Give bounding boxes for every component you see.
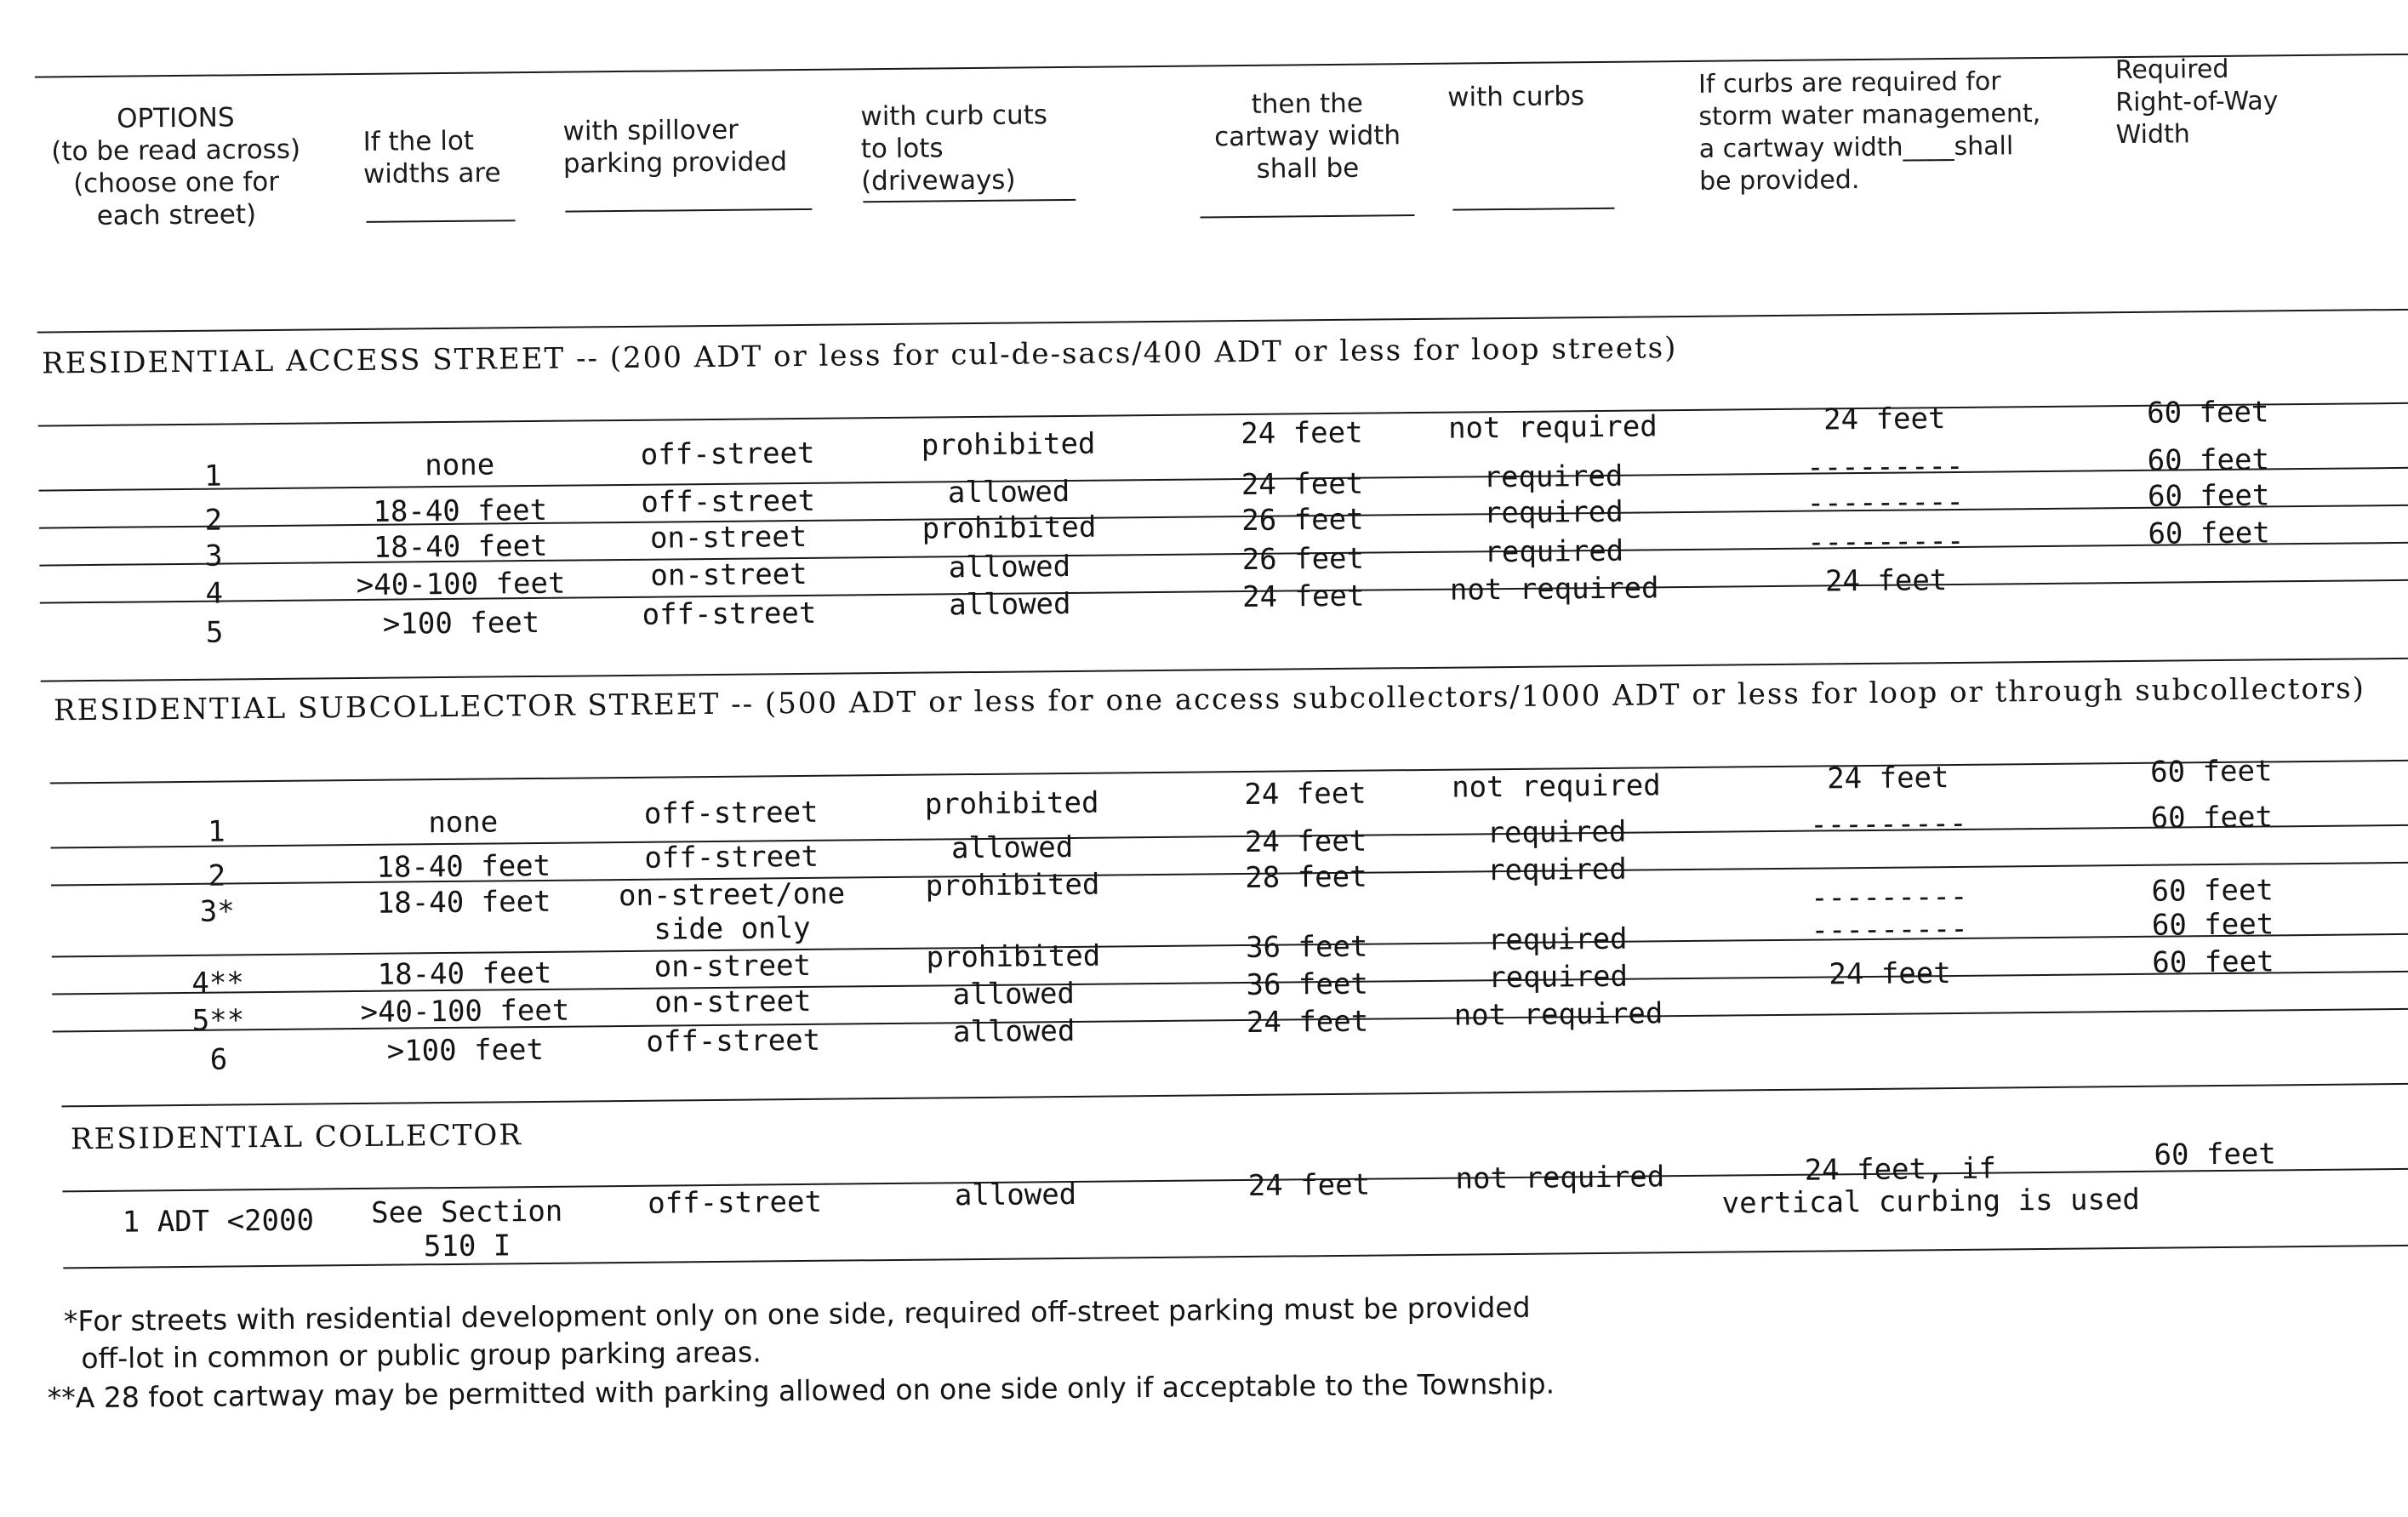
- cell-storm: 24 feet: [1829, 956, 1951, 992]
- cell-parking: on-street: [649, 519, 807, 556]
- cell-parking: off-street: [646, 1023, 821, 1059]
- cell-storm: 24 feet: [1823, 402, 1946, 437]
- cell-lot: See Section: [370, 1194, 563, 1230]
- header-curbs-underline: [1452, 208, 1614, 211]
- cell-parking: side only: [653, 910, 811, 947]
- header-lot-widths: If the lot widths are: [362, 125, 501, 190]
- cell-storm-line2: vertical curbing is used: [1721, 1182, 2141, 1221]
- cell-curb-cuts: prohibited: [924, 785, 1099, 822]
- cell-option: 5: [205, 615, 224, 650]
- cell-row-width: 60 feet: [2154, 1137, 2276, 1172]
- cell-option: 1: [203, 459, 222, 493]
- cell-row-width: 60 feet: [2146, 395, 2269, 431]
- cell-cartway: 24 feet: [1246, 1004, 1369, 1040]
- cell-storm: ---------: [1810, 806, 1967, 842]
- cell-storm: ---------: [1810, 879, 1968, 915]
- cell-parking: on-street: [654, 984, 812, 1020]
- cell-curbs: not required: [1449, 571, 1659, 607]
- cell-storm: ---------: [1806, 484, 1965, 521]
- header-cartway-underline: [1201, 214, 1415, 218]
- cell-storm: ---------: [1806, 448, 1964, 485]
- cell-option: 3: [204, 539, 223, 573]
- footnote-1-line-1: *For streets with residential development only on one side, required off-street parking must be provided: [63, 1290, 1531, 1338]
- cell-cartway: 24 feet: [1241, 466, 1364, 503]
- cell-storm: 24 feet, if: [1804, 1151, 1997, 1188]
- footnote-2: **A 28 foot cartway may be permitted with parking allowed on one side only if acceptable to the Township.: [47, 1366, 1555, 1415]
- header-curbs: with curbs: [1447, 81, 1585, 113]
- cell-parking: off-street: [648, 1184, 823, 1221]
- cell-curb-cuts: allowed: [952, 976, 1076, 1012]
- cell-option: 1: [207, 814, 225, 849]
- cell-parking: off-street: [643, 795, 819, 831]
- cell-curb-cuts: prohibited: [922, 510, 1097, 546]
- cell-row-width: 60 feet: [2152, 944, 2274, 980]
- rule-header-bottom: [37, 309, 2408, 334]
- cell-curbs: required: [1487, 921, 1628, 958]
- cell-row-width: 60 feet: [2147, 442, 2270, 478]
- cell-parking: on-street/one: [618, 876, 846, 914]
- cell-lot: 18-40 feet: [373, 493, 548, 529]
- cell-storm: 24 feet: [1827, 761, 1949, 796]
- cell-curb-cuts: prohibited: [925, 867, 1100, 904]
- cell-option: 4**: [191, 966, 244, 1001]
- rule-subcollector-bottom: [61, 1083, 2408, 1108]
- cell-cartway: 24 feet: [1244, 824, 1367, 860]
- cell-option: 1 ADT <2000: [122, 1203, 315, 1240]
- cell-lot: 18-40 feet: [376, 884, 551, 921]
- cell-option: 5**: [191, 1003, 245, 1038]
- cell-storm: 24 feet: [1824, 563, 1948, 599]
- section-title-subcollector: RESIDENTIAL SUBCOLLECTOR STREET -- (500 ADT or less for one access subcollectors/1000 ADT or less for loop or through subcollectors): [53, 671, 2366, 728]
- footnote-1-line-2: off-lot in common or public group parking areas.: [81, 1335, 762, 1376]
- cell-curbs: required: [1486, 814, 1627, 851]
- header-row-width: Required Right-of-Way Width: [2114, 54, 2279, 151]
- cell-curb-cuts: allowed: [948, 549, 1071, 585]
- cell-option: 4: [205, 576, 224, 611]
- cell-row-width: 60 feet: [2150, 800, 2274, 835]
- cell-parking: off-street: [642, 596, 817, 632]
- cell-row-width: 60 feet: [2151, 907, 2274, 943]
- cell-curbs: required: [1488, 959, 1629, 995]
- cell-curb-cuts: prohibited: [921, 426, 1096, 463]
- cell-lot: none: [425, 448, 495, 483]
- header-curb-cuts: with curb cuts to lots (driveways): [860, 100, 1048, 197]
- cell-row-width: 60 feet: [2148, 516, 2270, 551]
- cell-option: 2: [204, 503, 223, 538]
- header-curb-cuts-underline: [863, 199, 1076, 202]
- cell-cartway: 24 feet: [1244, 776, 1367, 813]
- cell-lot: >100 feet: [386, 1032, 545, 1069]
- cell-row-width: 60 feet: [2151, 873, 2274, 909]
- cell-cartway: 26 feet: [1241, 502, 1364, 539]
- header-cartway: then the cartway width shall be: [1213, 88, 1401, 185]
- cell-curb-cuts: allowed: [952, 1013, 1076, 1050]
- cell-option: 6: [209, 1042, 228, 1077]
- cell-parking: off-street: [641, 483, 816, 520]
- cell-parking: off-street: [640, 436, 815, 472]
- cell-curbs: not required: [1447, 409, 1658, 446]
- cell-row-width: 60 feet: [2149, 754, 2273, 790]
- cell-cartway: 36 feet: [1246, 967, 1369, 1002]
- cell-cartway: 26 feet: [1241, 541, 1365, 578]
- cell-cartway: 28 feet: [1245, 859, 1367, 895]
- cell-curbs: required: [1483, 459, 1623, 495]
- cell-lot: none: [428, 805, 499, 841]
- cell-cartway: 36 feet: [1245, 929, 1368, 965]
- cell-curbs: required: [1484, 533, 1624, 570]
- cell-curb-cuts: prohibited: [926, 938, 1101, 975]
- cell-curbs: not required: [1455, 1160, 1665, 1196]
- cell-lot: >40-100 feet: [356, 566, 566, 603]
- cell-curb-cuts: allowed: [954, 1177, 1077, 1213]
- cell-parking: off-street: [644, 839, 819, 875]
- cell-curb-cuts: allowed: [949, 586, 1071, 623]
- cell-lot: 18-40 feet: [377, 955, 552, 992]
- cell-option: 2: [208, 858, 226, 893]
- cell-option: 3*: [199, 894, 235, 929]
- cell-row-width: 60 feet: [2147, 478, 2270, 514]
- cell-curbs: required: [1483, 494, 1623, 531]
- cell-curbs: not required: [1453, 996, 1663, 1033]
- cell-cartway: 24 feet: [1241, 415, 1363, 452]
- header-storm: If curbs are required for storm water management, a cartway width____shall be provided.: [1698, 66, 2041, 197]
- cell-parking: on-street: [653, 948, 812, 984]
- cell-storm: ---------: [1811, 911, 1968, 948]
- cell-parking: on-street: [650, 556, 807, 593]
- cell-curbs: required: [1486, 852, 1627, 888]
- cell-lot: 18-40 feet: [376, 848, 551, 885]
- cell-lot: >100 feet: [382, 605, 540, 642]
- section-title-access: RESIDENTIAL ACCESS STREET -- (200 ADT or less for cul-de-sacs/400 ADT or less for loop streets): [41, 331, 1678, 381]
- section-title-collector: RESIDENTIAL COLLECTOR: [70, 1118, 523, 1157]
- cell-lot: 18-40 feet: [373, 528, 548, 565]
- cell-curbs: not required: [1451, 768, 1661, 805]
- cell-cartway: 24 feet: [1241, 579, 1365, 615]
- cell-cartway: 24 feet: [1247, 1167, 1371, 1203]
- cell-curb-cuts: allowed: [950, 830, 1074, 866]
- header-options: OPTIONS (to be read across) (choose one for each street): [51, 102, 301, 231]
- cell-curb-cuts: allowed: [947, 474, 1070, 510]
- header-lot-widths-underline: [367, 220, 516, 223]
- cell-lot: >40-100 feet: [360, 993, 570, 1029]
- header-spillover-underline: [565, 208, 812, 213]
- header-spillover: with spillover parking provided: [562, 114, 788, 180]
- cell-storm: ---------: [1806, 523, 1965, 560]
- cell-lot-line2: 510 I: [423, 1229, 511, 1264]
